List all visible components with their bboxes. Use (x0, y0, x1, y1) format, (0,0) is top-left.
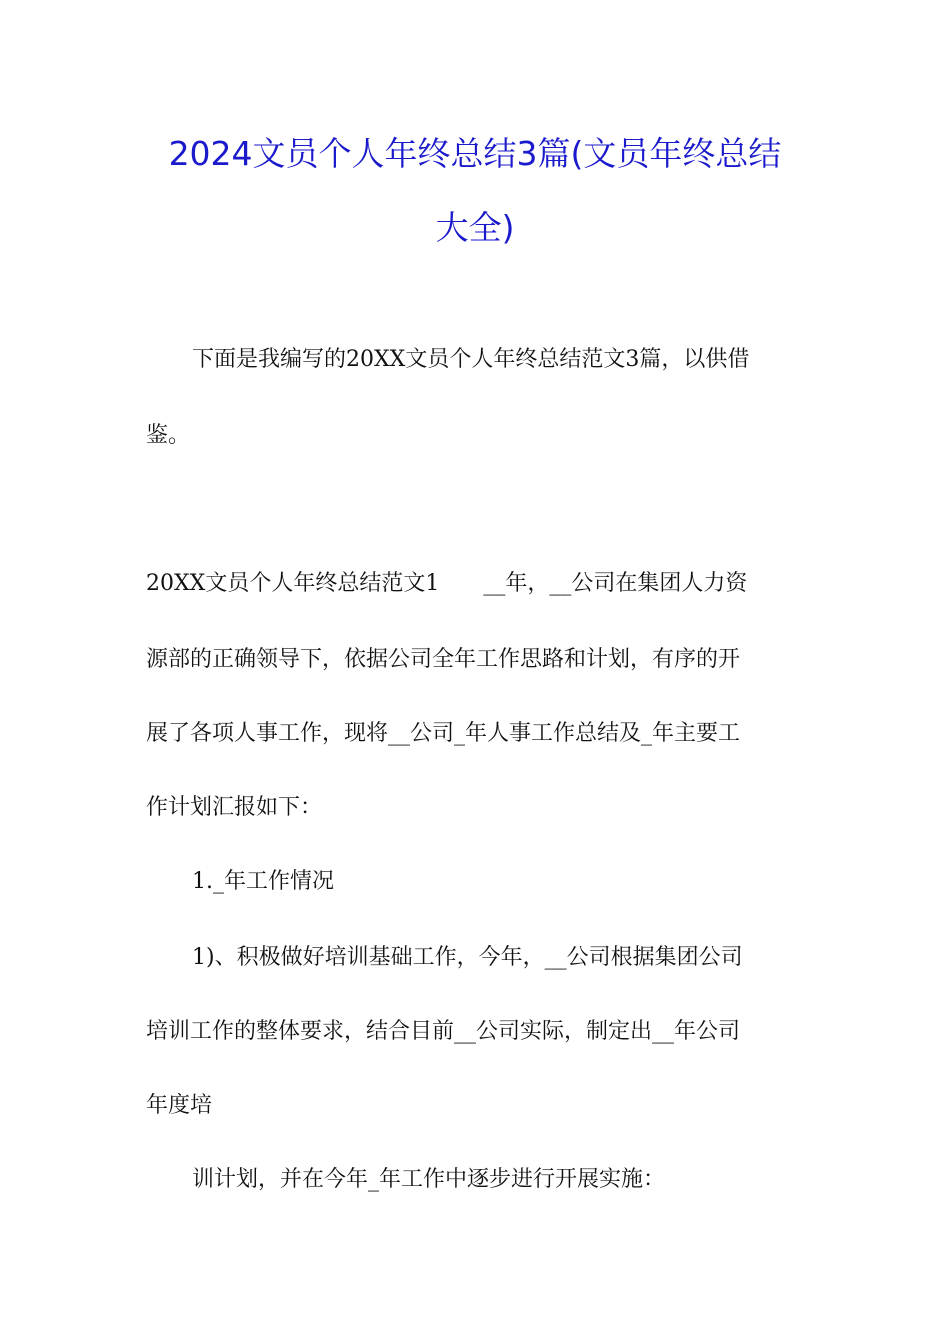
item-1-line-3: 年度培 (146, 1093, 213, 1118)
essay1-line-1: 20XX文员个人年终总结范文1 __年，__公司在集团人力资 (146, 571, 748, 596)
item-1-line-2: 培训工作的整体要求，结合目前__公司实际，制定出__年公司 (146, 1019, 741, 1044)
document-title-line-1: 2024文员个人年终总结3篇(文员年终总结 (168, 134, 782, 173)
essay1-line-4: 作计划汇报如下： (146, 795, 323, 820)
item-1-cont-line-1: 训计划，并在今年_年工作中逐步进行开展实施： (192, 1167, 666, 1192)
intro-line-2: 鉴。 (146, 423, 191, 448)
intro-line-1: 下面是我编写的20XX文员个人年终总结范文3篇，以供借 (192, 347, 750, 372)
essay1-line-3: 展了各项人事工作，现将__公司_年人事工作总结及_年主要工 (146, 721, 741, 746)
essay1-line-2: 源部的正确领导下，依据公司全年工作思路和计划，有序的开 (146, 647, 741, 672)
section-1-heading: 1._年工作情况 (192, 869, 334, 894)
document-title-line-2: 大全) (435, 208, 515, 247)
item-1-line-1: 1)、积极做好培训基础工作，今年，__公司根据集团公司 (192, 945, 743, 970)
